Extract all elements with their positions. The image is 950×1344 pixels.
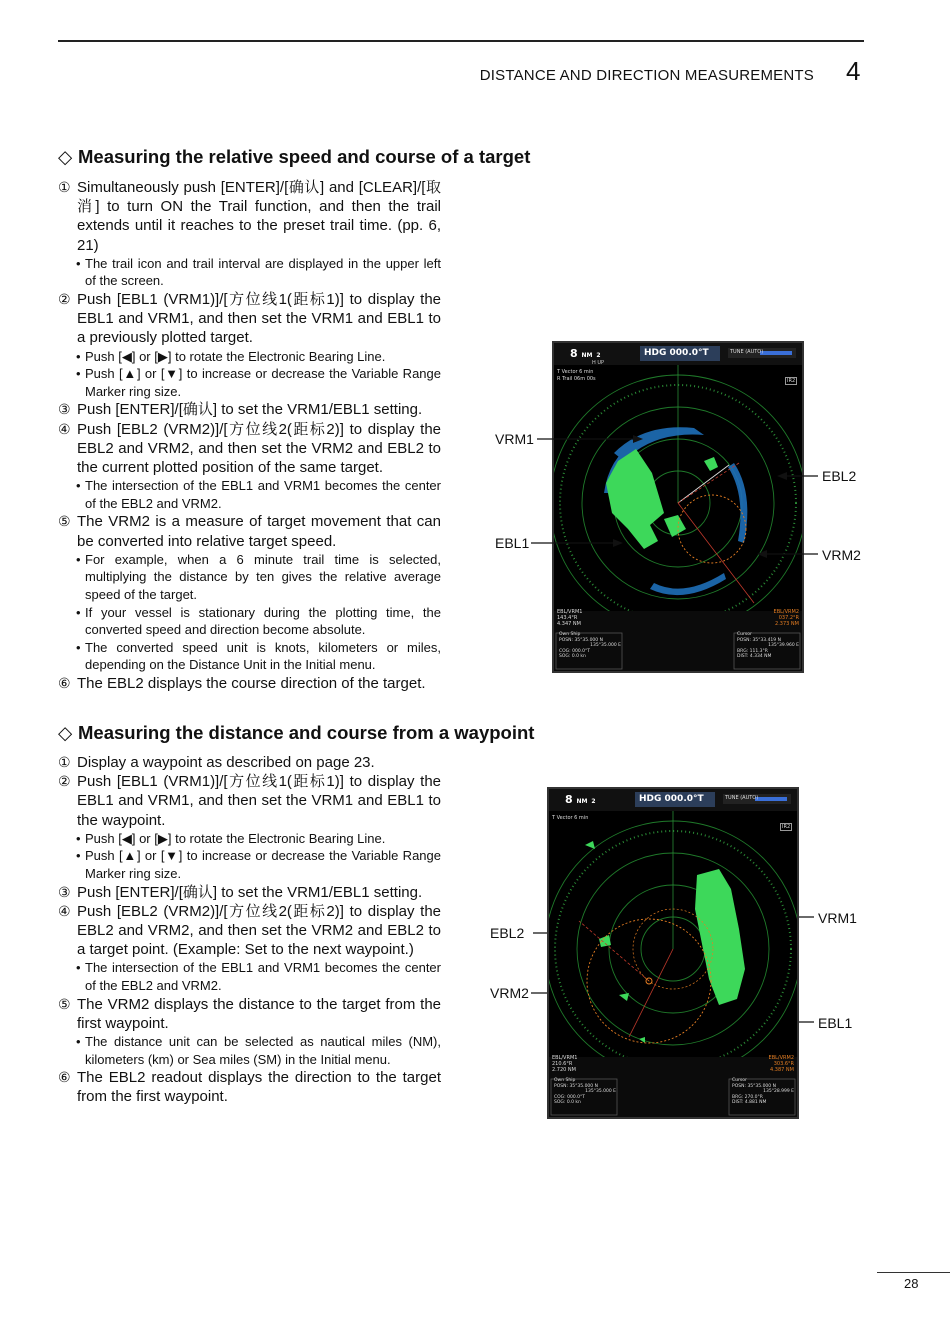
step-number: ③ [58,401,71,418]
trail-line: R Trail 06m 00s [557,376,596,382]
ebl1-value: 143.4°R [557,615,578,621]
section-title-relative-speed: ◇ Measuring the relative speed and course of a target [58,146,531,167]
page-number: 28 [904,1276,919,1291]
range-sub: 2 [591,798,596,805]
bullet-icon: • [76,366,81,382]
cursor-title: Cursor [732,1078,747,1083]
cursor-title: Cursor [737,632,752,637]
bullet-icon: • [76,848,81,864]
bullet-text: The intersection of the EBL1 and VRM1 becomes the center of the EBL2 and VRM2. [85,478,441,511]
ir-badge: IR2 [782,824,791,830]
range-unit: NM [581,352,593,359]
bullet-icon: • [76,639,81,655]
vrm2-value: 2.373 NM [775,621,799,627]
callout-vrm1-s1: VRM1 [495,431,534,447]
range-sub: 2 [596,352,601,359]
step-number: ③ [58,883,71,900]
vector-line: T Vector 6 min [557,369,594,375]
bullet-text: Push [▲] or [▼] to increase or decrease the Variable Range Marker ring size. [85,848,441,881]
step-bullet [58,830,441,848]
diamond-icon: ◇ [58,722,73,743]
tune-label: TUNE (AUTO) [725,795,759,801]
own-ship-title: Own Ship [559,632,581,637]
callout-ebl2-s1: EBL2 [822,468,857,484]
sog-value: 0.0 kn [566,1100,581,1106]
step-number: ① [58,179,71,195]
chapter-title: DISTANCE AND DIRECTION MEASUREMENTS [479,67,814,84]
own-lon: 135°35.000 E [585,1089,616,1095]
cursor-panel: Cursor POSN: 35°33.419 N 135°39.960 E BRG: 111.3°R DIST: 4.334 NM [737,632,799,660]
chapter-number: 4 [846,56,861,86]
bullet-icon: • [76,255,81,271]
step-number: ⑥ [58,1069,71,1086]
own-ship-title: Own Ship [554,1078,576,1083]
step-text: Push [ENTER]/[确认] to set the VRM1/EBL1 setting. [77,401,423,419]
step-text: The VRM2 displays the distance to the target from the first waypoint. [77,995,441,1032]
cursor-lat: 35°33.419 N [752,637,781,643]
vrm1-value: 2.720 NM [552,1067,576,1073]
hdg-value: 000.0°T [664,794,704,804]
brg-value: 270.0°R [744,1094,763,1100]
cog-value: 000.0°T [567,1094,586,1100]
radar-screen-2 [547,787,799,1119]
step-4 [58,902,441,960]
range-value: 8 [565,793,573,806]
step-text: Push [ENTER]/[确认] to set the VRM1/EBL1 setting. [77,883,423,901]
callout-vrm2-s1: VRM2 [822,547,861,563]
own-ship-panel: Own Ship POSN: 35°35.000 N 135°35.000 E COG: 000.0°T SOG: 0.0 kn [554,1078,616,1106]
step-1 [58,753,441,772]
bullet-icon: • [76,960,81,976]
step-text: The VRM2 is a measure of target movement that can be converted into relative target speed. [77,513,441,550]
hdg-label: HDG [644,348,667,358]
own-ship-panel: Own Ship POSN: 35°35.000 N 135°35.000 E COG: 000.0°T SOG: 0.0 kn [559,632,621,660]
step-bullet [58,959,441,994]
bullet-icon: • [76,1034,81,1049]
step-6 [58,1068,441,1106]
dist-value: 4.881 NM [744,1100,767,1106]
section-title-waypoint: ◇ Measuring the distance and course from a waypoint [58,722,535,743]
bullet-icon: • [76,830,81,846]
step-text: Simultaneously push [ENTER]/[确认] and [CLEAR]/[取消] to turn ON the Trail function, and then the trail extends until it reaches to the preset trail time. (pp. 6, 21) [77,179,441,254]
ir-badge: IR2 [787,378,796,384]
hdg-value: 000.0°T [669,348,709,358]
bullet-text: Push [◀] or [▶] to rotate the Electronic Bearing Line. [85,348,386,364]
bullet-text: The distance unit can be selected as nautical miles (NM), kilometers (km) or Sea miles (SM) in the Initial menu. [85,1034,441,1067]
step-number: ② [58,773,71,790]
callout-ebl1-s1: EBL1 [495,535,530,551]
range-value: 8 [570,347,578,360]
cursor-lat: 35°35.000 N [747,1083,776,1089]
bullet-text: The converted speed unit is knots, kilometers or miles, depending on the Distance Unit in the Initial menu. [85,639,441,673]
vrm2-value: 4.387 NM [770,1067,794,1073]
ebl-vrm2-label: EBL/VRM2 [768,1055,794,1061]
step-bullet [58,1033,441,1068]
step-text: Push [EBL2 (VRM2)]/[方位线2(距标2)] to display the EBL2 and VRM2, and then set the VRM2 and EBL2 to a target point. (Example: Set to the next waypoint.) [77,902,441,959]
step-number: ⑤ [58,513,71,530]
step-number: ① [58,754,71,770]
cog-value: 000.0°T [572,648,591,654]
step-number: ④ [58,902,71,919]
step-text: Push [EBL1 (VRM1)]/[方位线1(距标1)] to display the EBL1 and VRM1, and then set the VRM1 and EBL1 to a previously plotted target. [77,291,441,347]
step-number: ⑤ [58,995,71,1012]
bullet-text: Push [◀] or [▶] to rotate the Electronic Bearing Line. [85,830,386,846]
section2-steps [58,753,441,1107]
ebl-vrm2-label: EBL/VRM2 [773,609,799,615]
vrm1-value: 4.347 NM [557,621,581,627]
step-number: ② [58,291,71,307]
step-bullet [58,847,441,882]
ebl2-value: 037.2°R [778,615,799,621]
ebl-vrm1-label: EBL/VRM1 [557,609,583,615]
dist-value: 4.334 NM [749,654,772,660]
bullet-text: Push [▲] or [▼] to increase or decrease the Variable Range Marker ring size. [85,366,441,399]
ebl-vrm1-label: EBL/VRM1 [552,1055,578,1061]
mode-label: H UP [592,360,605,366]
own-lat: 35°35.000 N [574,637,603,643]
step-text: The EBL2 displays the course direction of the target. [77,674,426,692]
ebl2-value: 303.6°R [773,1061,794,1067]
step-5 [58,995,441,1033]
bullet-icon: • [76,551,81,567]
page-number-rule [877,1272,950,1273]
step-number: ④ [58,420,71,437]
bullet-text: The trail icon and trail interval are displayed in the upper left of the screen. [85,255,441,289]
tune-label: TUNE (AUTO) [730,349,764,355]
brg-value: 111.3°R [749,648,768,654]
step-number: ⑥ [58,674,71,691]
step-3 [58,883,441,902]
step-text: Display a waypoint as described on page 23. [77,754,375,771]
callout-ebl1-s2: EBL1 [818,1015,853,1031]
bullet-text: If your vessel is stationary during the plotting time, the converted speed and direction become absolute. [85,604,441,638]
bullet-icon: • [76,478,81,494]
callout-vrm2-s2: VRM2 [490,985,529,1001]
bullet-icon: • [76,348,81,364]
cursor-panel: Cursor POSN: 35°35.000 N 135°28.999 E BRG: 270.0°R DIST: 4.881 NM [732,1078,794,1106]
callout-ebl2-s2: EBL2 [490,925,525,941]
bullet-icon: • [76,604,81,620]
step-text: The EBL2 readout displays the direction to the target from the first waypoint. [77,1069,441,1106]
radar-display-2 [549,789,797,1117]
bullet-text: The intersection of the EBL1 and VRM1 becomes the center of the EBL2 and VRM2. [85,960,441,993]
hdg-label: HDG [639,794,662,804]
cursor-lon: 135°28.999 E [763,1089,794,1095]
cursor-lon: 135°39.960 E [768,643,799,649]
step-text: Push [EBL2 (VRM2)]/[方位线2(距标2)] to display the EBL2 and VRM2, and then set the VRM2 and EBL2 to the current plotted position of the same target. [77,420,441,476]
step-text: Push [EBL1 (VRM1)]/[方位线1(距标1)] to display the EBL1 and VRM1, and then set the VRM1 and EBL1 to the waypoint. [77,773,441,829]
range-unit: NM [576,798,588,805]
callout-vrm1-s2: VRM1 [818,910,857,926]
own-lat: 35°35.000 N [569,1083,598,1089]
vector-line: T Vector 6 min [552,815,589,821]
sog-value: 0.0 kn [571,654,586,660]
bullet-text: For example, when a 6 minute trail time is selected, multiplying the distance by ten gives the relative average speed of the target. [85,551,441,602]
step-2 [58,772,441,830]
diamond-icon: ◇ [58,146,73,167]
ebl1-value: 210.6°R [552,1061,573,1067]
own-lon: 135°35.000 E [590,643,621,649]
